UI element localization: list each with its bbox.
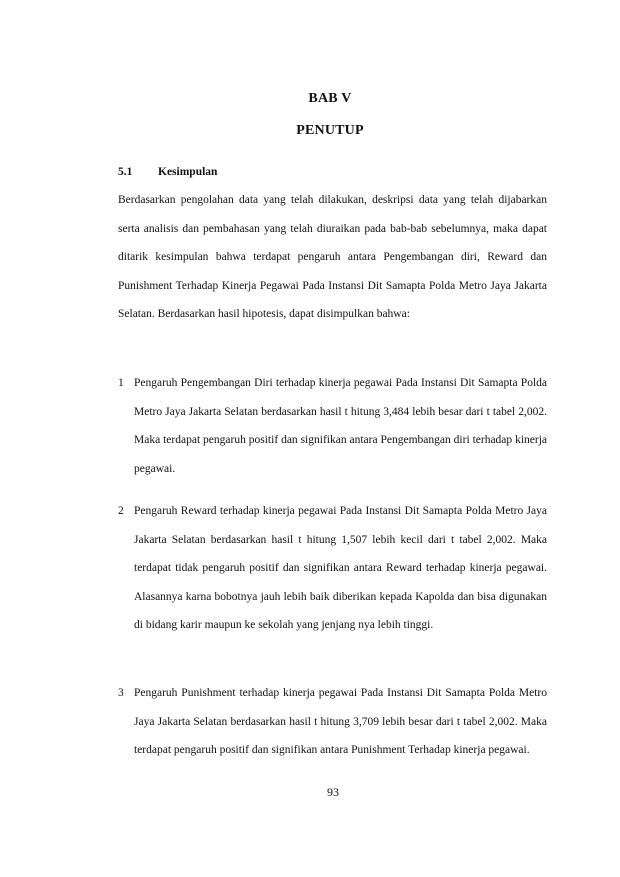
list-item-text: Pengaruh Punishment terhadap kinerja pegawai Pada Instansi Dit Samapta Polda Metro Jaya Jakarta Selatan berdasarkan hasil t hitung 3,709 lebih besar dari t tabel 2,002. Maka terdapat pengaruh positif dan signifikan antara Punishment Terhadap kinerja pegawai.: [134, 687, 547, 756]
list-item: [118, 497, 547, 640]
section-heading: [118, 166, 217, 178]
chapter-title: PENUTUP: [296, 123, 364, 138]
section-number: 5.1: [118, 166, 133, 178]
list-item: [118, 679, 547, 765]
list-item-text: Pengaruh Pengembangan Diri terhadap kinerja pegawai Pada Instansi Dit Samapta Polda Metro Jaya Jakarta Selatan berdasarkan hasil t hitung 3,484 lebih besar dari t tabel 2,002. Maka terdapat pengaruh positif dan signifikan antara Pengembangan diri terhadap kinerja pegawai.: [134, 377, 547, 475]
list-item-number: 3: [118, 687, 124, 699]
chapter-number: BAB V: [308, 91, 352, 106]
page-number: 93: [327, 785, 339, 799]
list-item-text: Pengaruh Reward terhadap kinerja pegawai Pada Instansi Dit Samapta Polda Metro Jaya Jakarta Selatan berdasarkan hasil t hitung 1,507 lebih kecil dari t tabel 2,002. Maka terdapat tidak pengaruh positif dan signifikan antara Reward terhadap kinerja pegawai. Alasannya karna bobotnya jauh lebih baik diberikan kepada Kapolda dan bisa digunakan di bidang karir maupun ke sekolah yang jenjang nya lebih tinggi.: [134, 505, 547, 631]
list-item-number: 2: [118, 505, 124, 517]
section-title: Kesimpulan: [158, 166, 218, 178]
list-item-number: 1: [118, 377, 124, 389]
list-item: [118, 369, 547, 483]
intro-paragraph: Berdasarkan pengolahan data yang telah dilakukan, deskripsi data yang telah dijabarkan serta analisis dan pembahasan yang telah diuraikan pada bab-bab sebelumnya, maka dapat ditarik kesimpulan bahwa terdapat pengaruh antara Pengembangan diri, Reward dan Punishment Terhadap Kinerja Pegawai Pada Instansi Dit Samapta Polda Metro Jaya Jakarta Selatan. Berdasarkan hasil hipotesis, dapat disimpulkan bahwa:: [118, 194, 547, 320]
